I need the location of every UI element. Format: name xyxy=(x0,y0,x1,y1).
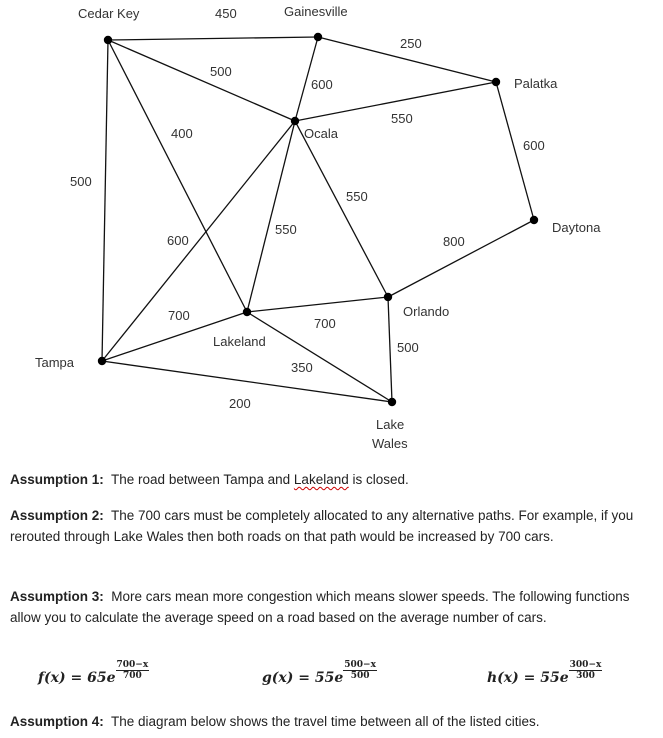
formula-h-numerator: 300−x xyxy=(569,660,602,670)
formula-f-exponent xyxy=(116,660,150,681)
assumption-4-text: The diagram below shows the travel time between all of the listed cities. xyxy=(111,714,540,729)
road-label-tampa-lake-wales: 200 xyxy=(229,396,251,411)
road-label-cedar-key-lakeland: 400 xyxy=(171,126,193,141)
road-label-gainesville-palatka: 250 xyxy=(400,36,422,51)
city-node-orlando xyxy=(384,293,392,301)
assumption-1-spellcheck-word: Lakeland xyxy=(293,472,349,487)
city-label-daytona: Daytona xyxy=(552,220,601,235)
formula-h xyxy=(487,660,602,691)
formula-g-lhs: g(x) = 55e xyxy=(262,670,344,686)
road-cedar-key-ocala xyxy=(108,40,295,121)
city-node-daytona xyxy=(530,216,538,224)
assumption-2-label: Assumption 2: xyxy=(10,508,104,523)
formula-h-denominator: 300 xyxy=(576,671,595,681)
road-cedar-key-tampa xyxy=(102,40,108,361)
city-node-lake-wales xyxy=(388,398,396,406)
formula-h-exponent xyxy=(569,660,603,681)
road-ocala-lakeland xyxy=(247,121,295,312)
road-orlando-lake-wales xyxy=(388,297,392,402)
assumption-1-label: Assumption 1: xyxy=(10,472,104,487)
road-label-daytona-orlando: 800 xyxy=(443,234,465,249)
road-cedar-key-gainesville xyxy=(108,37,318,40)
assumption-1-text-pre: The road between Tampa and xyxy=(111,472,294,487)
labels xyxy=(35,4,601,451)
road-label-ocala-tampa: 600 xyxy=(167,233,189,248)
assumption-2-text: The 700 cars must be completely allocated to any alternative paths. For example, if you rerouted through Lake Wales then both roads on that path would be increased by 700 cars. xyxy=(10,508,634,544)
city-label-lake-wales-line2: Wales xyxy=(372,436,408,451)
city-label-gainesville: Gainesville xyxy=(284,4,348,19)
formula-h-lhs: h(x) = 55e xyxy=(487,670,569,686)
assumption-4 xyxy=(10,711,650,732)
formula-f-denominator: 700 xyxy=(122,671,142,681)
city-label-orlando: Orlando xyxy=(403,304,450,319)
city-node-lakeland xyxy=(243,308,251,316)
city-label-tampa: Tampa xyxy=(35,355,75,370)
road-daytona-orlando xyxy=(388,220,534,297)
city-label-lake-wales-line1: Lake xyxy=(376,417,405,432)
city-node-palatka xyxy=(492,78,500,86)
formula-f xyxy=(38,660,149,691)
city-node-gainesville xyxy=(314,33,322,41)
assumption-1 xyxy=(10,469,650,490)
formula-g-denominator: 500 xyxy=(350,671,370,681)
city-node-tampa xyxy=(98,357,106,365)
road-lakeland-orlando xyxy=(247,297,388,312)
assumption-3-text: More cars mean more congestion which means slower speeds. The following functions allow you to calculate the average speed on a road based on the average number of cars. xyxy=(10,589,630,625)
road-label-tampa-lakeland: 700 xyxy=(168,308,190,323)
road-label-ocala-orlando: 550 xyxy=(346,189,368,204)
assumption-1-text-post: is closed. xyxy=(348,472,409,487)
formula-g xyxy=(262,660,377,691)
formula-g-numerator: 500−x xyxy=(344,660,376,670)
road-label-lakeland-lake-wales: 350 xyxy=(291,360,313,375)
assumption-4-label: Assumption 4: xyxy=(10,714,104,729)
road-label-gainesville-ocala: 600 xyxy=(311,77,333,92)
road-cedar-key-lakeland xyxy=(108,40,247,312)
road-ocala-orlando xyxy=(295,121,388,297)
road-label-lakeland-orlando: 700 xyxy=(314,316,336,331)
city-node-ocala xyxy=(291,117,299,125)
city-label-cedar-key: Cedar Key xyxy=(78,6,140,21)
road-label-ocala-lakeland: 550 xyxy=(275,222,297,237)
formula-f-lhs: f(x) = 65e xyxy=(38,670,116,686)
city-node-cedar-key xyxy=(104,36,112,44)
road-label-cedar-key-gainesville: 450 xyxy=(215,6,237,21)
assumption-3-label: Assumption 3: xyxy=(10,589,104,604)
formula-f-numerator: 700−x xyxy=(116,660,149,670)
road-ocala-tampa xyxy=(102,121,295,361)
assumption-2 xyxy=(10,505,650,547)
assumption-3 xyxy=(10,586,650,628)
formula-g-exponent xyxy=(343,660,377,681)
road-label-cedar-key-tampa: 500 xyxy=(70,174,92,189)
city-label-lakeland: Lakeland xyxy=(213,334,266,349)
city-label-ocala: Ocala xyxy=(304,126,338,141)
road-label-palatka-daytona: 600 xyxy=(523,138,545,153)
road-label-orlando-lake-wales: 500 xyxy=(397,340,419,355)
road-label-cedar-key-ocala: 500 xyxy=(210,64,232,79)
road-label-ocala-palatka: 550 xyxy=(391,111,413,126)
city-label-palatka: Palatka xyxy=(514,76,558,91)
